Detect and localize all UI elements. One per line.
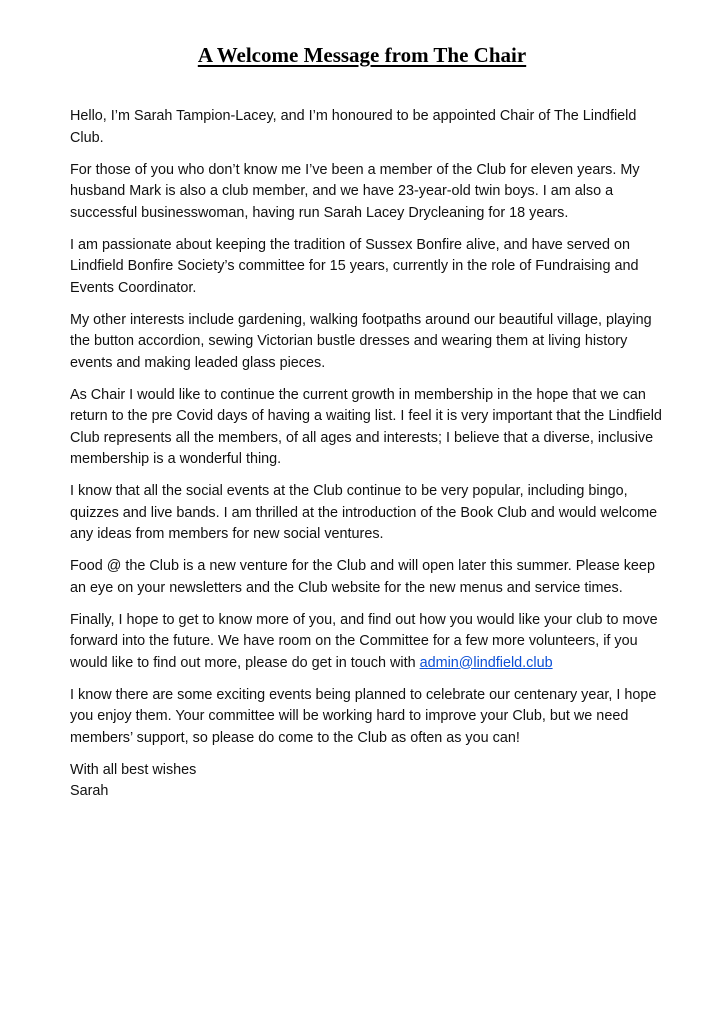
paragraph-growth: As Chair I would like to continue the current growth in membership in the hope that we can return to the pre Covid days of having a waiting list. I feel it is very important that the Lindfield Club represents all the members, of all ages and interests; I believe that a diverse, inclusive membership is a wonderful thing. [70, 386, 662, 467]
paragraph-social-events: I know that all the social events at the Club continue to be very popular, including bingo, quizzes and live bands. I am thrilled at the introduction of the Book Club and would welcome any ideas from members for new social ventures. [70, 483, 658, 542]
paragraph-closing: I know there are some exciting events being planned to celebrate our centenary year, I hope you enjoy them. Your committee will be working hard to improve your Club, but we need members’ support, so please do come to the Club as often as you can! [70, 686, 657, 746]
email-link[interactable]: admin@lindfield.club [419, 654, 553, 671]
signoff-line-1: With all best wishes [70, 761, 197, 778]
paragraph-finally-text: Finally, I hope to get to know more of you, and find out how you would like your club to move forward into the future. We have room on the Committee for a few more volunteers, if you would like to find out more, please do get in touch with [70, 611, 658, 671]
paragraph-bonfire: I am passionate about keeping the tradition of Sussex Bonfire alive, and have served on Lindfield Bonfire Society’s committee for 15 years, currently in the role of Fundraising and Events Coordinator. [70, 236, 639, 296]
paragraph-food: Food @ the Club is a new venture for the Club and will open later this summer. Please keep an eye on your newsletters and the Club website for the new menus and service times. [70, 558, 655, 596]
paragraph-finally [70, 610, 670, 675]
page-title-text: A Welcome Message from The Chair [197, 43, 527, 67]
paragraph-interests: My other interests include gardening, walking footpaths around our beautiful village, playing the button accordion, sewing Victorian bustle dresses and wearing them at living history events and making leaded glass pieces. [70, 311, 652, 371]
paragraph-greeting: Hello, I’m Sarah Tampion-Lacey, and I’m honoured to be appointed Chair of The Lindfield Club. [70, 108, 637, 146]
paragraph-membership: For those of you who don’t know me I’ve been a member of the Club for eleven years. My husband Mark is also a club member, and we have 23-year-old twin boys. I am also a successful businesswoman, having run Sarah Lacey Drycleaning for 18 years. [70, 161, 640, 221]
signoff-name: Sarah [70, 783, 109, 799]
letter-body [70, 106, 670, 813]
page-title [0, 42, 724, 68]
signoff [70, 760, 670, 803]
